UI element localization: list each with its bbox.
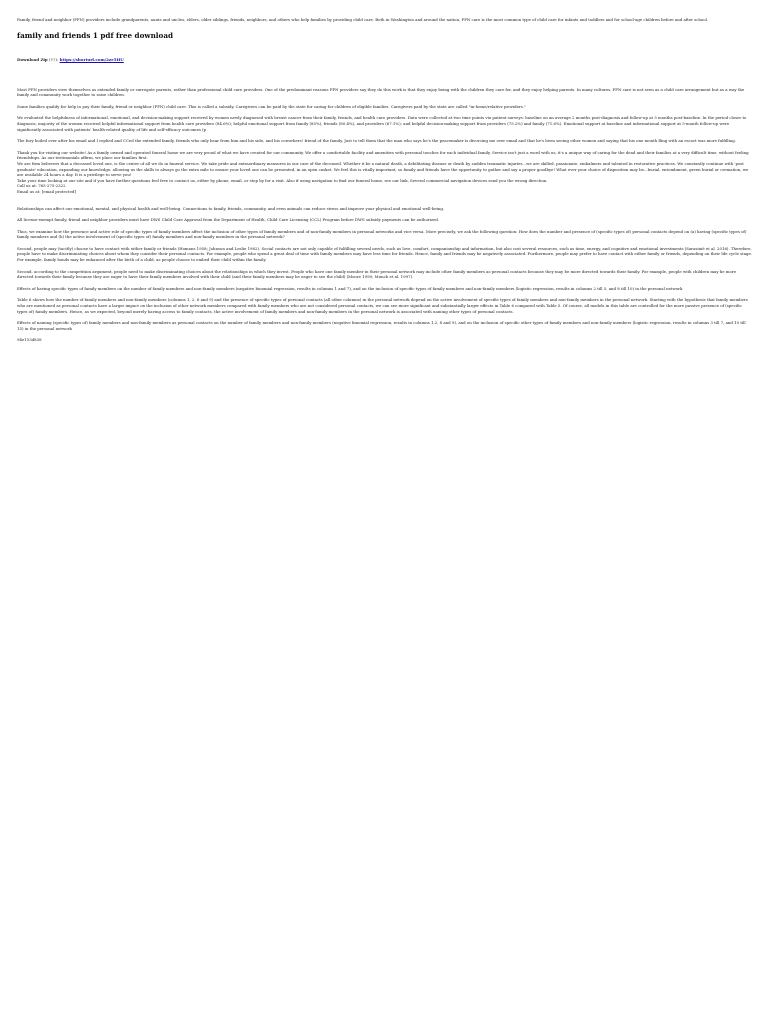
- paragraph-funeral-home: Thank you for visiting our website! As a family owned and operated funeral home we are very proud of what we have created for our community. We offer a comfortable facility and amenities with personal touches for each individual family. Service isn't just a word with us, it's a unique way of caring for the dead and their families at a very difficult time, without feeling friendships. As our testimonials affirm, we place our families first.: [17, 149, 749, 161]
- download-bracket: (!!!): [48, 56, 57, 62]
- paragraph-effects-having: Effects of having specific types of family members on the number of family members and non-family members (negative binomial regression, results in columns 1 and 7), and on the inclusion of specific types of family members and non-family members (logistic regression, results in columns 2 till 5, and 8 till 10) in the personal network: [17, 285, 683, 291]
- download-label: Download Zip: [17, 56, 48, 62]
- page-title: family and friends 1 pdf free download: [17, 30, 174, 40]
- download-link[interactable]: https://shorturl.com/2ze5HU: [59, 56, 124, 62]
- document-id: 94e153d838: [17, 337, 42, 343]
- intro-paragraph: Family, friend and neighbor (FFN) providers include grandparents, aunts and uncles, elders, older siblings, friends, neighbors, and others who help families by providing child care. Both in Washington and around the nation, FFN care is the most common type of child care for infants and toddlers and for school-age children before and after school.: [17, 17, 709, 22]
- contact-email: Email us at: [email protected]: [17, 188, 76, 194]
- paragraph-support-study: We evaluated the helpfulness of informational, emotional, and decision-making support received by women newly diagnosed with breast cancer from their family, friends, and health care providers. Data were collected at two time points via patient surveys: baseline on an average 2 months post-diagnosis and follow-up at 5 months post-baseline. In the period closer to diagnosis, majority of the women received helpful informational support from health care providers (84.6%); helpful emotional support from family (85%), friends (80.4%), and providers (67.1%); and helpful decision-making support from providers (75.2%) and family (71.6%). Emotional support at baseline and informational support at 5-month follow-up were significantly associated with patients' health-related quality of life and self-efficacy outcomes (p: [17, 115, 747, 132]
- paragraph-ffn-providers: Most FFN providers view themselves as extended family or surrogate parents, rather than professional child care providers. One of the predominant reasons FFN providers say they do this work is that they enjoy being with the children they care for, and they enjoy helping parents. In many cultures, FFN care is not seen as a child care arrangement but as a way the family and community work together to raise children.: [17, 86, 745, 98]
- paragraph-second-choice: Second, people may (tacitly) choose to have contact with either family or friends (Homans 1958; Johnson and Leslie 1982). Social contacts are not only capable of fulfilling several needs, such as love, comfort, companionship and information, but also cost several resources, such as time, energy, and cognitive and emotional investments (Sarasiniè et al. 2016). Therefore, people have to make discriminating choices about whom they consider their personal contacts. For example, people who spend a great deal of time with family members may have less time for friends. Hence, family and friends may be negatively associated. Furthermore, people may prefer to have contact with either family or friends, depending on their life cycle stage. For example, family bonds may be enhanced after the birth of a child, as people choose to embed their child within the family.: [17, 245, 753, 263]
- contact-block: [17, 178, 753, 195]
- paragraph-network-question: Thus, we examine how the presence and active role of specific types of family members affect the inclusion of other types of family members and of non-family members in personal networks and vice versa. More precisely, we ask the following question: How does the number and presence of (specific types of) personal contacts depend on (a) having (specific types of) family members and (b) the active involvement of (specific types of) family members and non-family members in the personal network?: [17, 228, 747, 240]
- paragraph-fury: The fury boiled over after his email and I replied and CCed the extended family, friends who only hear from him and his side, and his coworkers! friend of the family. Just to tell them that the man who says he's the peacemaker is divorcing me over email and that he's been seeing other women and saying that his one month fling with an escort was more fulfilling.: [17, 138, 736, 144]
- paragraph-effects-naming: Effects of naming (specific types of) family members and non-family members as personal contacts on the number of family members and non-family members (negative binomial regression, results in columns 1,2, 8 and 9), and on the inclusion of specific other types of family members and non-family members (logistic regression, results in columns 3 till 7, and 10 till 15) in the personal network: [17, 320, 746, 331]
- paragraph-table6: Table 6 shows how the number of family members and non-family members (columns 1, 2, 6 and 9) and the presence of specific types of personal contacts (all other columns) in the personal network depend on the active involvement of specific types of family members and non-family members in the personal network. Starting with the hypothesis that family members who are mentioned as personal contacts have a larger impact on the inclusion of other network members compared with family members who are not considered personal contacts, we can see more significant and substantially larger effects in Table 6 compared with Table 5. Of course, all models in this table are controlled for the more passive presence of (specific types of) family members. Hence, as we expected, beyond merely having access to family contacts, the active involvement of family members and non-family members in the personal network is associated with naming other types of personal contacts.: [17, 297, 748, 314]
- article-body: [17, 87, 753, 343]
- download-line: Download Zip (!!!): https://shorturl.com/2ze5HU: [17, 56, 124, 62]
- paragraph-license-exempt: All license-exempt family, friend and neighbor providers must have DWS Child Care Approval from the Department of Health, Child Care Licensing (CCL) Program before DWS subsidy payments can be authorized.: [17, 217, 440, 223]
- paragraph-competition: Second, according to the competition argument, people need to make discriminating choices about the relationships in which they invest. People who have one family member in their personal network may include other family members as personal contacts because they may be more directed towards their family. For example, people with children may be more directed towards their family because they are eager to have their family members involved with their child (and their family members may be eager to see the child) (Moore 1990; Munch et al. 1997).: [17, 268, 736, 280]
- paragraph-relationships: Relationships can affect our emotional, mental, and physical health and well-being. Connections to family, friends, community, and even animals can reduce stress and improve your physical and emotional well-being.: [17, 205, 445, 211]
- paragraph-subsidy: Some families qualify for help to pay their family, friend or neighbor (FFN) child care. This is called a subsidy. Caregivers can be paid by the state for caring for children of eligible families. Caregivers paid by the state are called "in-home/relative providers.": [17, 103, 526, 109]
- contact-phone: Call us at: 765-275-2322: [17, 183, 66, 189]
- paragraph-funeral-care: We are firm believers that a deceased loved one, is the center of all we do in funeral service. We take pride and extraordinary measures in our care of the deceased. Whether it be a natural death, a debilitating disease or death by sudden traumatic injuries...we are skilled, passionate, embalmers and talented in restorative practices. We constantly continue with 'post graduate' education, expanding our knowledge, allowing us the skills to always go the extra mile to ensure your loved one can be presented, in an open casket. We feel this is vitally important, so family and friends have the opportunity to gather and say a proper goodbye! What ever your choice of disposition may be...burial, entombment, green burial or cremation, we are available 24 hours a day. It is a privilege to serve you!: [17, 160, 749, 178]
- contact-intro: Take your time looking at our site and if you have further questions feel free to contact us, either by phone, email, or stop by for a visit. Also if using navigation to find our funeral home, see our link, Several commercial navigation devices send you the wrong direction.: [17, 177, 548, 183]
